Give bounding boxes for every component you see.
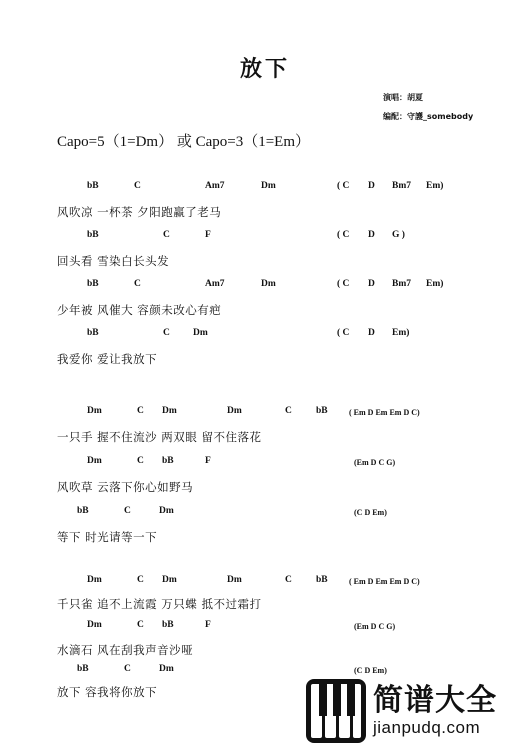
chord: Am7 [205,181,225,191]
site-name: 简谱大全 [373,683,497,718]
chord: (C D Em) [354,666,387,675]
chord: Dm [227,406,242,416]
site-watermark [306,675,526,747]
chord: C [124,506,131,516]
chord: bB [87,230,99,240]
chord: Em) [392,328,410,338]
chord: C [163,328,170,338]
song-title: 放下 [239,57,290,82]
chord: D [368,328,375,338]
chord: C [137,456,144,466]
lyric-line: 回头看 雪染白长头发 [57,254,170,268]
chord: C [134,181,141,191]
lyric-line: 风吹凉 一杯茶 夕阳跑赢了老马 [57,205,222,219]
chord: ( C [337,230,350,240]
chord: Dm [87,620,102,630]
chord: C [124,664,131,674]
capo-instruction: Capo=5（1=Dm） 或 Capo=3（1=Em） [57,134,310,150]
piano-keys-icon [306,679,366,743]
chord: F [205,456,211,466]
chord: Dm [87,575,102,585]
chord: ( C [337,279,350,289]
lyric-line: 少年被 风催大 容颜未改心有疤 [57,303,222,317]
chord: bB [87,328,99,338]
chord: C [137,406,144,416]
chord: C [163,230,170,240]
lyric-line: 等下 时光请等一下 [57,530,158,544]
lyric-line: 千只雀 追不上流霞 万只蝶 抵不过霜打 [57,597,262,611]
chord: ( Em D Em Em D C) [349,408,420,417]
chord: Dm [193,328,208,338]
chord: bB [77,664,89,674]
chord: D [368,181,375,191]
chord: Dm [227,575,242,585]
chord: ( C [337,328,350,338]
chord: (Em D C G) [354,458,396,467]
chord: C [285,406,292,416]
chord: Dm [87,456,102,466]
site-url: jianpudq.com [373,718,481,737]
chord: Dm [162,575,177,585]
chord: bB [316,406,328,416]
lyric-line: 我爱你 爱让我放下 [57,352,158,366]
arranger-credit: 编配：守護_somebody [383,112,474,121]
chord: Bm7 [392,181,411,191]
chord: Dm [261,181,276,191]
chord: Am7 [205,279,225,289]
chord: ( C [337,181,350,191]
chord: bB [87,181,99,191]
singer-credit: 演唱：胡夏 [383,93,423,102]
chord: C [134,279,141,289]
chord: ( Em D Em Em D C) [349,577,420,586]
chord: Dm [87,406,102,416]
chord: Dm [159,664,174,674]
chord: Bm7 [392,279,411,289]
chord: (Em D C G) [354,622,396,631]
lyric-line: 风吹草 云落下你心如野马 [57,480,194,494]
chord: bB [77,506,89,516]
chord: C [137,620,144,630]
chord: D [368,279,375,289]
chord: bB [316,575,328,585]
chord: F [205,230,211,240]
lyric-line: 放下 容我将你放下 [57,685,158,699]
chord: Dm [261,279,276,289]
chord: bB [162,456,174,466]
lyric-line: 水滴石 风在刮我声音沙哑 [57,643,194,657]
chord: (C D Em) [354,508,387,517]
lyric-line: 一只手 握不住流沙 两双眼 留不住落花 [57,430,262,444]
chord: D [368,230,375,240]
chord: bB [87,279,99,289]
chord: G ) [392,230,405,240]
chord: Em) [426,279,444,289]
chord: Dm [162,406,177,416]
chord: Dm [159,506,174,516]
chord: Em) [426,181,444,191]
chord: F [205,620,211,630]
chord: C [285,575,292,585]
chord: bB [162,620,174,630]
chord: C [137,575,144,585]
